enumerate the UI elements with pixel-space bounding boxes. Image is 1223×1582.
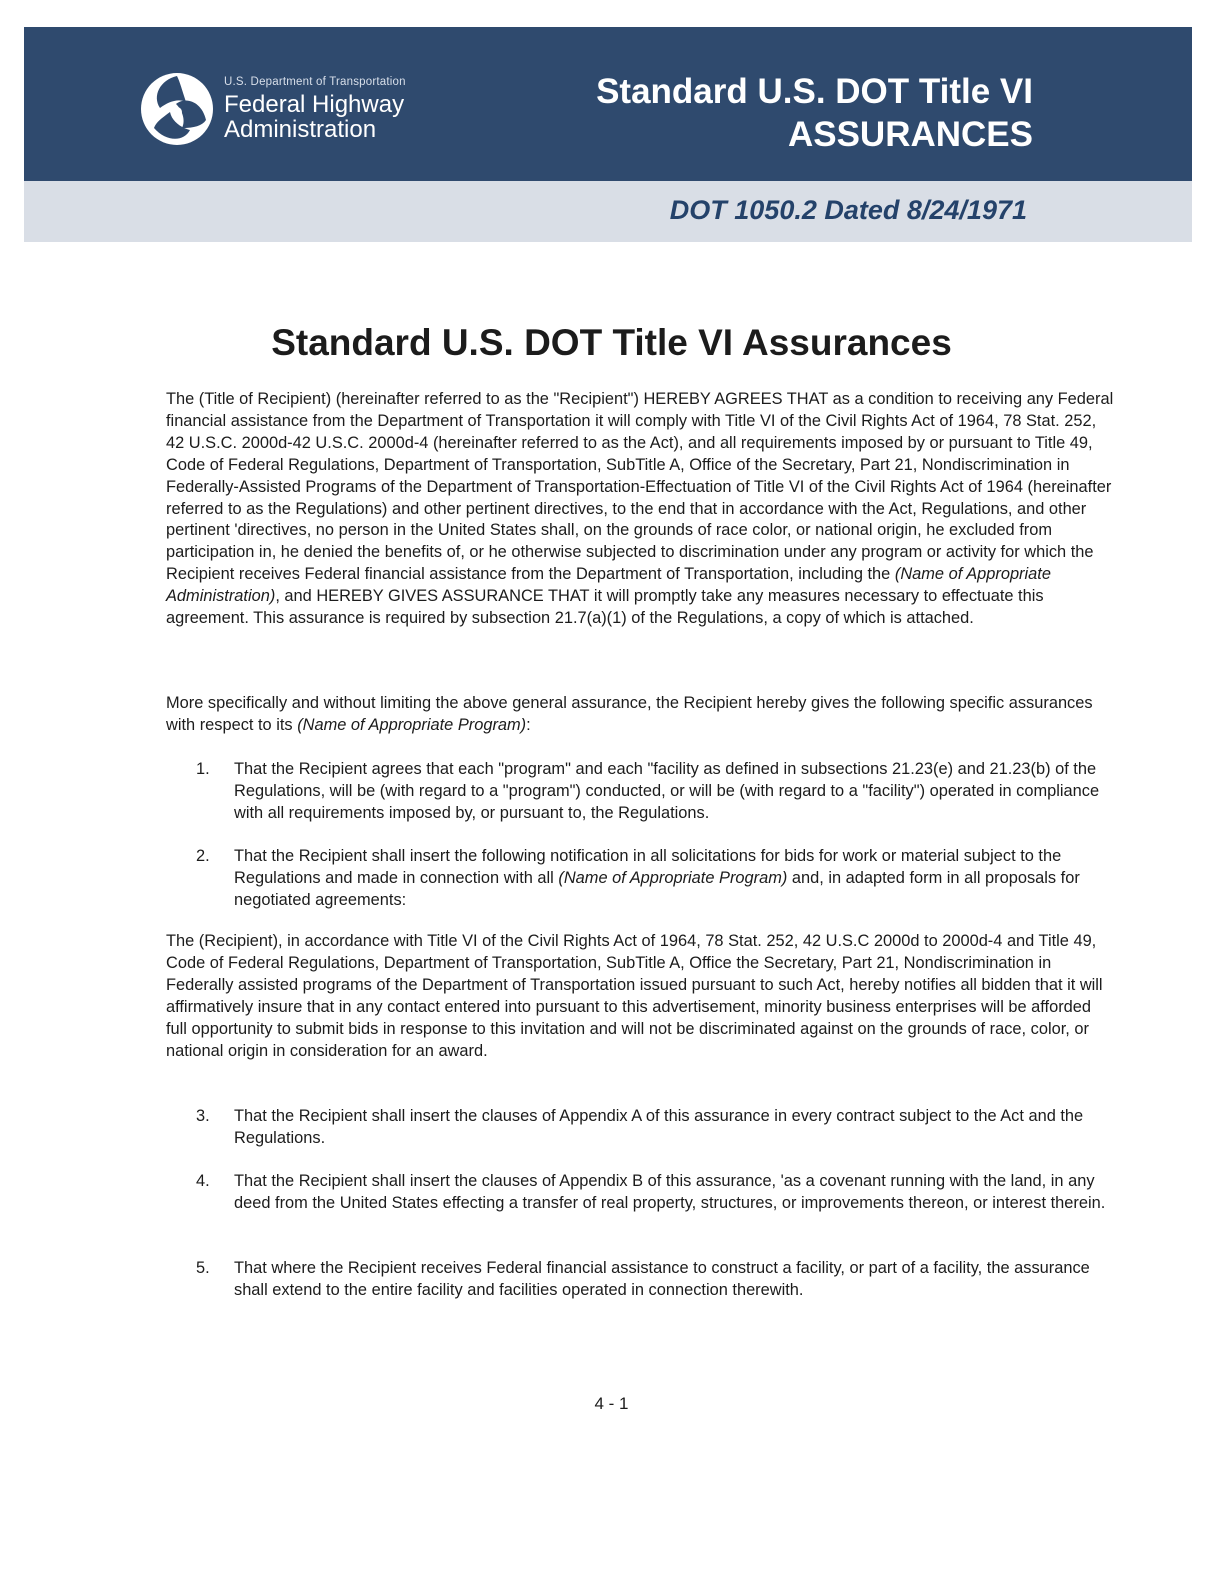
paragraph-2-italic: (Name of Appropriate Program) <box>297 715 527 734</box>
header-title <box>596 70 1033 156</box>
list-item-italic: (Name of Appropriate Program) <box>558 868 788 887</box>
list-item-number: 3. <box>196 1107 210 1125</box>
header-title-line2: ASSURANCES <box>787 115 1033 154</box>
logo-text <box>224 76 406 142</box>
list-item-text-start: That the Recipient shall insert the following notification in all solicitations for bids for work or material subject to the Regulations and made in connection with all <box>234 847 1062 887</box>
header-subtitle: DOT 1050.2 Dated 8/24/1971 <box>669 195 1027 225</box>
list-item-number: 4. <box>196 1172 210 1190</box>
paragraph-2-text: More specifically and without limiting the above general assurance, the Recipient hereby gives the following specific assurances with respect to its <box>166 694 1093 734</box>
document-title: Standard U.S. DOT Title VI Assurances <box>271 322 952 363</box>
paragraph-1-text-end: , and HEREBY GIVES ASSURANCE THAT it will promptly take any measures necessary to effectuate this agreement. This assurance is required by subsection 21.7(a)(1) of the Regulations, a copy of which is attached. <box>166 587 1044 628</box>
page-number: 4 - 1 <box>594 1394 629 1413</box>
list-item <box>196 1171 1116 1215</box>
paragraph-2-text-end: : <box>526 715 531 734</box>
logo-agency-line2: Administration <box>224 116 377 144</box>
paragraph-1-text: The (Title of Recipient) (hereinafter referred to as the "Recipient") HEREBY AGREES THAT as a condition to receiving any Federal financial assistance from the Department of Transportation it will comply with Title VI of the Civil Rights Act of 1964, 78 Stat. 252, 42 U.S.C. 2000d-42 U.S.C. 2000d-4 (hereinafter referred to as the Act), and all requirements imposed by or pursuant to Title 49, Code of Federal Regulations, Department of Transportation, SubTitle A, Office of the Secretary, Part 21, Nondiscrimination in Federally-Assisted Programs of the Department of Transportation-Effectuation of Title VI of the Civil Rights Act of 1964 (hereinafter referred to as the Regulations) and other pertinent directives, to the end that in accordance with the Act, Regulations, and other pertinent 'directives, no person in the United States shall, on the grounds of race color, or national origin, he excluded from participation in, he denied the benefits of, or he otherwise subjected to discrimination under any program or activity for which the Recipient receives Federal financial assistance from the Department of Transportation, including the <box>166 390 1114 584</box>
list-item-number: 2. <box>196 847 210 865</box>
list-item-number: 5. <box>196 1259 210 1277</box>
list-item-text: That the Recipient shall insert the clauses of Appendix B of this assurance, 'as a covenant running with the land, in any deed from the United States effecting a transfer of real property, structures, or improvements thereon, or interest therein. <box>234 1172 1106 1212</box>
paragraph-1-italic: (Name of Appropriate Administration) <box>166 565 1051 606</box>
list-item-text <box>234 846 1116 912</box>
list-item-number: 1. <box>196 760 210 778</box>
header-title-line1: Standard U.S. DOT Title VI <box>596 72 1033 111</box>
list-item-text: That the Recipient agrees that each "program" and each "facility as defined in subsections 21.23(e) and 21.23(b) of the Regulations, will be (with regard to a "program") conducted, or will be (with regard to a "facility") operated in compliance with all requirements imposed by, or pursuant to, the Regulations. <box>234 760 1100 822</box>
list-item <box>196 1258 1116 1302</box>
list-item <box>196 1106 1116 1150</box>
list-item <box>196 759 1116 825</box>
logo-agency-line1: Federal Highway <box>224 90 405 118</box>
fhwa-swirl-icon <box>140 72 214 146</box>
list-item-text: That the Recipient shall insert the clauses of Appendix A of this assurance in every contract subject to the Act and the Regulations. <box>234 1107 1084 1147</box>
logo-department: U.S. Department of Transportation <box>224 75 406 88</box>
list-item-text: That where the Recipient receives Federal financial assistance to construct a facility, or part of a facility, the assurance shall extend to the entire facility and facilities operated in connection therewith. <box>234 1259 1090 1299</box>
list-item <box>196 846 1116 912</box>
list-item-text-end: and, in adapted form in all proposals for negotiated agreements: <box>234 868 1080 909</box>
paragraph-2 <box>166 693 1116 737</box>
paragraph-3 <box>166 931 1116 1062</box>
paragraph-3-text: The (Recipient), in accordance with Title VI of the Civil Rights Act of 1964, 78 Stat. 252, 42 U.S.C 2000d to 2000d-4 and Title 49, Code of Federal Regulations, Department of Transportation, SubTitle A, Office the Secretary, Part 21, Nondiscrimination in Federally assisted programs of the Department of Transportation issued pursuant to such Act, hereby notifies all bidden that it will affirmatively insure that in any contact entered into pursuant to this advertisement, minority business enterprises will be afforded full opportunity to submit bids in response to this invitation and will not be discriminated against on the grounds of race, color, or national origin in consideration for an award. <box>166 932 1103 1060</box>
fhwa-logo <box>140 50 470 168</box>
paragraph-1 <box>166 389 1116 630</box>
